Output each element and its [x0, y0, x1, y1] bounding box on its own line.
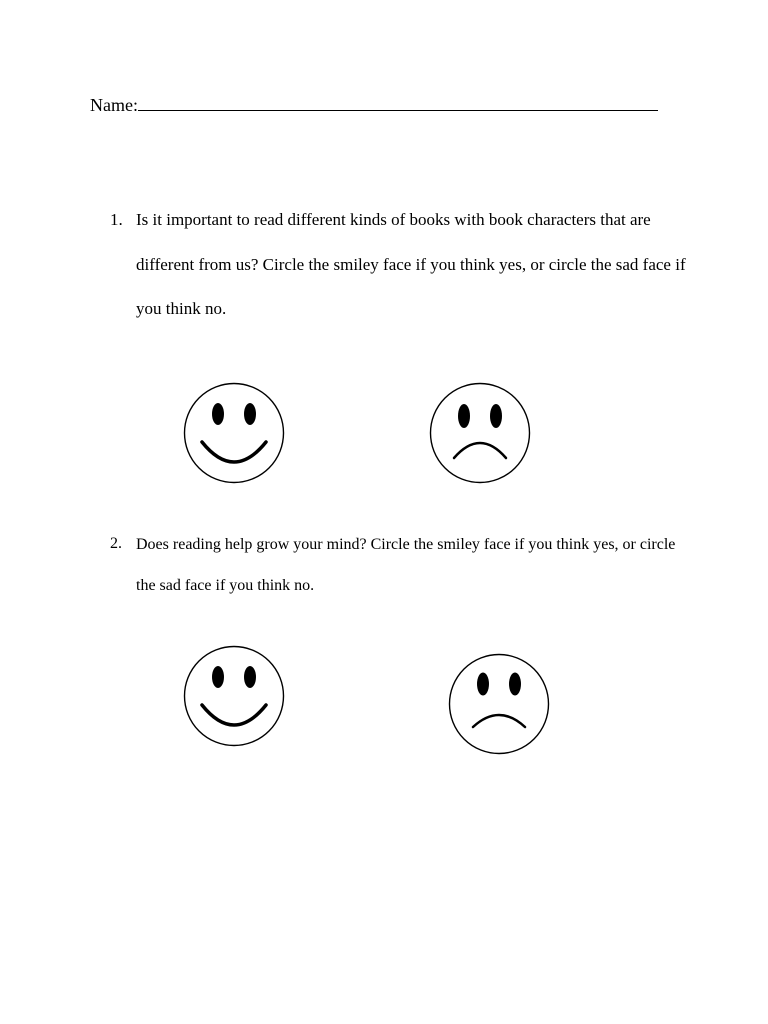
question-2	[110, 530, 690, 606]
name-label: Name:	[90, 95, 138, 115]
face-outline	[185, 647, 284, 746]
question-1-sad-face[interactable]	[428, 380, 532, 486]
question-1-number: 1.	[110, 210, 123, 229]
left-eye	[458, 404, 470, 428]
face-outline	[431, 384, 530, 483]
name-blank-line[interactable]	[138, 92, 658, 111]
question-2-number: 2.	[110, 535, 122, 552]
question-1	[110, 206, 690, 332]
right-eye	[244, 666, 256, 688]
question-2-sad-face[interactable]	[447, 651, 551, 757]
left-eye	[477, 673, 489, 696]
question-2-text: Does reading help grow your mind? Circle the smiley face if you think yes, or circle the sad face if you think no.	[136, 536, 676, 594]
left-eye	[212, 666, 224, 688]
right-eye	[509, 673, 521, 696]
name-field-row	[90, 92, 658, 117]
question-2-smiley-face[interactable]	[182, 643, 286, 749]
right-eye	[244, 403, 256, 425]
face-outline	[185, 384, 284, 483]
face-outline	[450, 655, 549, 754]
question-1-smiley-face[interactable]	[182, 380, 286, 486]
left-eye	[212, 403, 224, 425]
question-1-text: Is it important to read different kinds of books with book characters that are different from us? Circle the smiley face if you think yes, or circle the sad face if you think no.	[136, 210, 686, 318]
right-eye	[490, 404, 502, 428]
